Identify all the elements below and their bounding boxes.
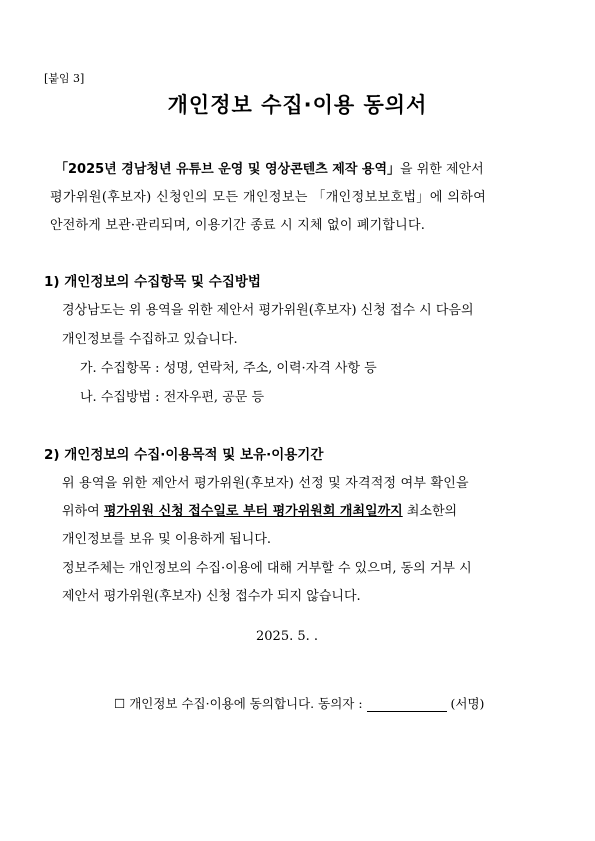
intro-line-1-rest: 을 위한 제안서 — [400, 162, 484, 177]
intro-line-1 — [55, 158, 484, 177]
document-title: 개인정보 수집·이용 동의서 — [167, 93, 428, 117]
section-2-heading: 2) 개인정보의 수집·이용목적 및 보유·이용기간 — [44, 447, 324, 463]
consent-line — [114, 694, 484, 712]
attachment-tag: [붙임 3] — [44, 72, 85, 85]
signature-field[interactable] — [367, 699, 447, 712]
intro-line-2: 평가위원(후보자) 신청인의 모든 개인정보는 「개인정보보호법」에 의하여 — [50, 190, 487, 205]
section-1-line-1: 경상남도는 위 용역을 위한 제안서 평가위원(후보자) 신청 접수 시 다음의 — [62, 303, 474, 318]
section-2-line-4: 정보주체는 개인정보의 수집·이용에 대해 거부할 수 있으며, 동의 거부 시 — [62, 561, 472, 576]
section-2-line-3: 개인정보를 보유 및 이용하게 됩니다. — [62, 532, 272, 547]
section-2-line-2 — [62, 500, 457, 519]
signature-label: (서명) — [450, 696, 485, 711]
document-date: 2025. 5. . — [256, 629, 319, 644]
section-2-line-2-post: 최소한의 — [402, 504, 458, 519]
consent-checkbox[interactable]: ☐ — [114, 696, 126, 711]
section-2-line-5: 제안서 평가위원(후보자) 신청 접수가 되지 않습니다. — [62, 589, 361, 604]
section-1-line-2: 개인정보를 수집하고 있습니다. — [62, 332, 238, 347]
section-1-item-a: 가. 수집항목 : 성명, 연락처, 주소, 이력·자격 사항 등 — [80, 361, 377, 376]
section-1-heading: 1) 개인정보의 수집항목 및 수집방법 — [44, 274, 261, 290]
section-1-item-b: 나. 수집방법 : 전자우편, 공문 등 — [80, 390, 265, 405]
section-2-line-1: 위 용역을 위한 제안서 평가위원(후보자) 선정 및 자격적정 여부 확인을 — [62, 476, 469, 491]
section-2-line-2-pre: 위하여 — [62, 504, 104, 519]
consent-text: 개인정보 수집·이용에 동의합니다. 동의자 : — [129, 696, 363, 711]
intro-line-3: 안전하게 보관·관리되며, 이용기간 종료 시 지체 없이 폐기합니다. — [50, 218, 426, 233]
retention-period: 평가위원 신청 접수일로 부터 평가위원회 개최일까지 — [103, 504, 403, 519]
project-name: 「2025년 경남청년 유튜브 운영 및 영상콘텐츠 제작 용역」 — [55, 162, 401, 177]
